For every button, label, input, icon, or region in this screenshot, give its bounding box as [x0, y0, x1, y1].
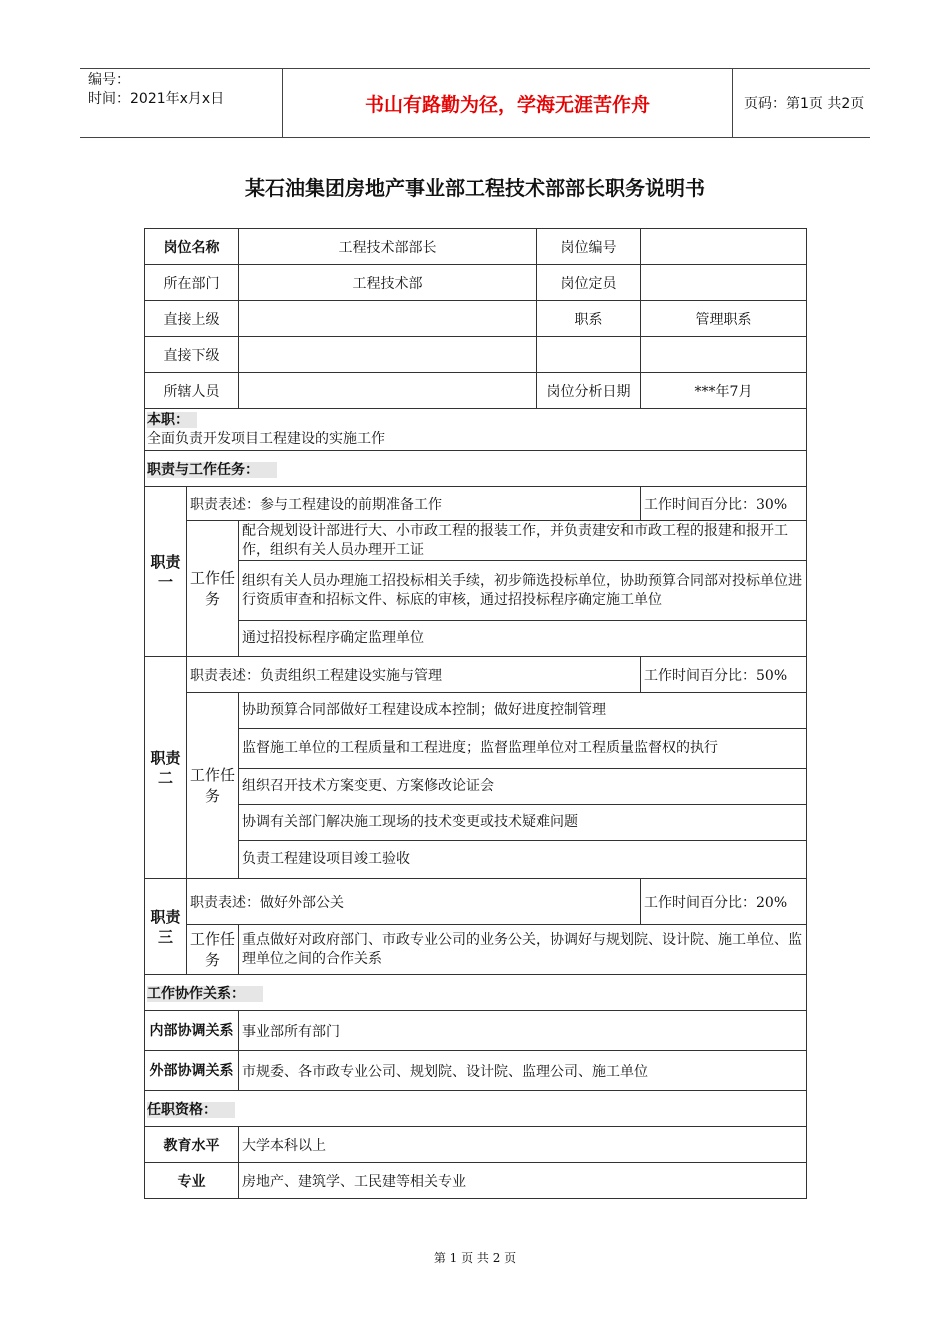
- position-name-value: 工程技术部部长: [239, 229, 537, 265]
- subordinate-value: [239, 337, 537, 373]
- duty-1-percent: 工作时间百分比：30%: [641, 487, 807, 521]
- duties-section: [145, 451, 807, 487]
- duty-1-task-2: 组织有关人员办理施工招投标相关手续，初步筛选投标单位，协助预算合同部对投标单位进行资质审查和招标文件、标底的审核，通过招投标程序确定施工单位: [239, 561, 807, 621]
- empty-cell: [537, 337, 641, 373]
- department-value: 工程技术部: [239, 265, 537, 301]
- duty-2-task-label: 工作任务: [187, 693, 239, 879]
- duty-2-task-row: [145, 693, 807, 729]
- empty-cell: [641, 337, 807, 373]
- headcount-label: 岗位定员: [537, 265, 641, 301]
- row-core: [145, 409, 807, 451]
- duties-label: 职责与工作任务：: [147, 462, 277, 478]
- row-staff: [145, 373, 807, 409]
- duty-2-name: 职责二: [145, 657, 187, 879]
- superior-label: 直接上级: [145, 301, 239, 337]
- row-duties-label: [145, 451, 807, 487]
- qualification-label: 任职资格：: [147, 1102, 235, 1118]
- core-label: 本职：: [147, 412, 197, 428]
- duty-1-task-row: [145, 621, 807, 657]
- cooperation-label: 工作协作关系：: [147, 986, 263, 1002]
- analysis-date-label: 岗位分析日期: [537, 373, 641, 409]
- external-label: 外部协调关系: [145, 1051, 239, 1091]
- duty-1-statement-row: [145, 487, 807, 521]
- education-label: 教育水平: [145, 1127, 239, 1163]
- duty-1-statement: 职责表述：参与工程建设的前期准备工作: [187, 487, 641, 521]
- position-no-value: [641, 229, 807, 265]
- duty-2-task-3: 组织召开技术方案变更、方案修改论证会: [239, 769, 807, 805]
- duty-1-task-label: 工作任务: [187, 521, 239, 657]
- motto: 书山有路勤为径，学海无涯苦作舟: [282, 69, 733, 137]
- document-header: [80, 68, 870, 138]
- duty-3-task-label: 工作任务: [187, 925, 239, 975]
- duty-3-name: 职责三: [145, 879, 187, 975]
- position-no-label: 岗位编号: [537, 229, 641, 265]
- row-qualification-label: [145, 1091, 807, 1127]
- education-value: 大学本科以上: [239, 1127, 807, 1163]
- page-info: 页码：第1页 共2页: [744, 96, 865, 112]
- duty-3-task-1: 重点做好对政府部门、市政专业公司的业务公关，协调好与规划院、设计院、施工单位、监理单位之间的合作关系: [239, 925, 807, 975]
- duty-1-name: 职责一: [145, 487, 187, 657]
- duty-3-percent: 工作时间百分比：20%: [641, 879, 807, 925]
- duty-3-task-row: [145, 925, 807, 975]
- analysis-date-value: ***年7月: [641, 373, 807, 409]
- cooperation-section: [145, 975, 807, 1011]
- duty-1-task-3: 通过招投标程序确定监理单位: [239, 621, 807, 657]
- duty-2-percent: 工作时间百分比：50%: [641, 657, 807, 693]
- row-internal: [145, 1011, 807, 1051]
- duty-1-task-row: [145, 561, 807, 621]
- staff-value: [239, 373, 537, 409]
- duty-1-task-1: 配合规划设计部进行大、小市政工程的报装工作，并负责建安和市政工程的报建和报开工作，组织有关人员办理开工证: [239, 521, 807, 561]
- row-major: [145, 1163, 807, 1199]
- internal-label: 内部协调关系: [145, 1011, 239, 1051]
- duty-2-task-4: 协调有关部门解决施工现场的技术变更或技术疑难问题: [239, 805, 807, 841]
- duty-2-statement: 职责表述：负责组织工程建设实施与管理: [187, 657, 641, 693]
- duty-2-task-row: [145, 805, 807, 841]
- row-education: [145, 1127, 807, 1163]
- page-title: 某石油集团房地产事业部工程技术部部长职务说明书: [245, 176, 705, 200]
- core-text: 全面负责开发项目工程建设的实施工作: [147, 430, 385, 447]
- series-value: 管理职系: [641, 301, 807, 337]
- major-label: 专业: [145, 1163, 239, 1199]
- row-position-name: [145, 229, 807, 265]
- duty-2-task-2: 监督施工单位的工程质量和工程进度；监督监理单位对工程质量监督权的执行: [239, 729, 807, 769]
- header-left: [80, 69, 282, 139]
- major-value: 房地产、建筑学、工民建等相关专业: [239, 1163, 807, 1199]
- number-label: 编号：: [88, 72, 130, 88]
- duty-2-statement-row: [145, 657, 807, 693]
- headcount-value: [641, 265, 807, 301]
- row-cooperation-label: [145, 975, 807, 1011]
- internal-value: 事业部所有部门: [239, 1011, 807, 1051]
- series-label: 职系: [537, 301, 641, 337]
- duty-1-task-row: [145, 521, 807, 561]
- department-label: 所在部门: [145, 265, 239, 301]
- duty-2-task-5: 负责工程建设项目竣工验收: [239, 841, 807, 879]
- row-subordinate: [145, 337, 807, 373]
- position-name-label: 岗位名称: [145, 229, 239, 265]
- duty-2-task-1: 协助预算合同部做好工程建设成本控制；做好进度控制管理: [239, 693, 807, 729]
- core-cell: [145, 409, 807, 451]
- page-footer: 第 1 页 共 2 页: [433, 1251, 517, 1265]
- time-label: 时间：2021年x月x日: [88, 91, 225, 107]
- qualification-section: [145, 1091, 807, 1127]
- duty-2-task-row: [145, 769, 807, 805]
- row-superior: [145, 301, 807, 337]
- job-description-table: [144, 228, 807, 1199]
- duty-3-statement-row: [145, 879, 807, 925]
- duty-2-task-row: [145, 729, 807, 769]
- duty-2-task-row: [145, 841, 807, 879]
- external-value: 市规委、各市政专业公司、规划院、设计院、监理公司、施工单位: [239, 1051, 807, 1091]
- superior-value: [239, 301, 537, 337]
- row-external: [145, 1051, 807, 1091]
- row-department: [145, 265, 807, 301]
- staff-label: 所辖人员: [145, 373, 239, 409]
- subordinate-label: 直接下级: [145, 337, 239, 373]
- duty-3-statement: 职责表述：做好外部公关: [187, 879, 641, 925]
